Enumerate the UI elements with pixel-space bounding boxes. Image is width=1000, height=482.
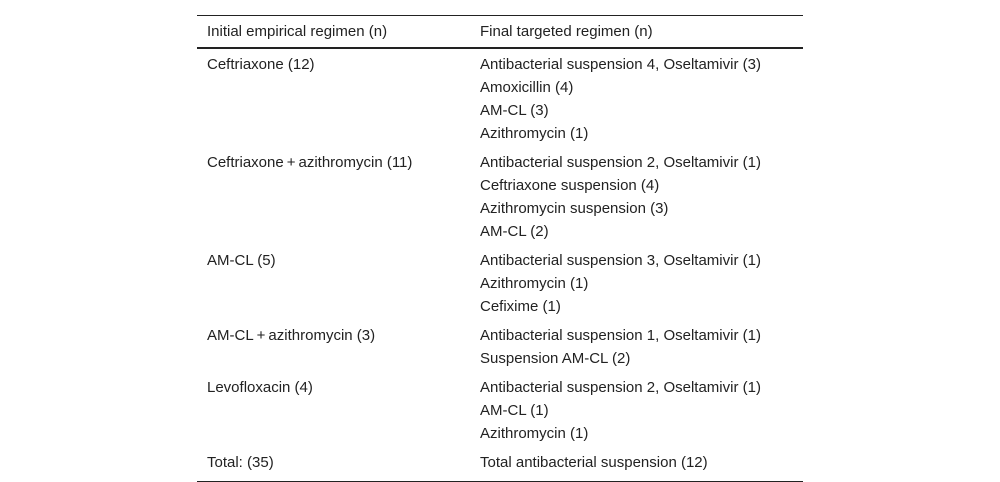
table-header — [197, 16, 803, 49]
final-regimen-item: Antibacterial suspension 2, Oseltamivir (1) — [480, 154, 761, 171]
final-regimen-cell — [470, 245, 803, 320]
table-row-total — [197, 447, 803, 482]
initial-regimen-text: AM-CL (5) — [207, 252, 276, 269]
final-regimen-item: Antibacterial suspension 4, Oseltamivir (3) — [480, 56, 761, 73]
total-initial-text: Total: (35) — [207, 454, 274, 471]
header-row — [197, 16, 803, 49]
final-regimen-item: Azithromycin suspension (3) — [480, 200, 669, 217]
table-row — [197, 372, 803, 447]
final-regimen-cell — [470, 372, 803, 447]
final-regimen-item: Azithromycin (1) — [480, 425, 589, 442]
table-row — [197, 48, 803, 147]
final-regimen-item: Azithromycin (1) — [480, 275, 589, 292]
table-body — [197, 48, 803, 482]
final-regimen-cell — [470, 48, 803, 147]
regimen-table-container — [197, 15, 803, 482]
total-final-cell — [470, 447, 803, 482]
final-regimen-item: AM-CL (1) — [480, 402, 549, 419]
initial-regimen-cell — [197, 48, 470, 147]
total-initial-cell — [197, 447, 470, 482]
final-regimen-item: Antibacterial suspension 3, Oseltamivir (1) — [480, 252, 761, 269]
final-regimen-item: Antibacterial suspension 2, Oseltamivir (1) — [480, 379, 761, 396]
header-initial-regimen: Initial empirical regimen (n) — [197, 16, 470, 49]
final-regimen-item: Antibacterial suspension 1, Oseltamivir (1) — [480, 327, 761, 344]
table-row — [197, 245, 803, 320]
final-regimen-item: Azithromycin (1) — [480, 125, 589, 142]
initial-regimen-text: AM-CL + azithromycin (3) — [207, 327, 376, 344]
final-regimen-item: Cefixime (1) — [480, 298, 561, 315]
final-regimen-cell — [470, 147, 803, 245]
final-regimen-cell — [470, 320, 803, 372]
table-row — [197, 147, 803, 245]
initial-regimen-cell — [197, 320, 470, 372]
table-row — [197, 320, 803, 372]
regimen-table — [197, 15, 803, 482]
initial-regimen-text: Levofloxacin (4) — [207, 379, 313, 396]
final-regimen-item: Amoxicillin (4) — [480, 79, 574, 96]
final-regimen-item: AM-CL (3) — [480, 102, 549, 119]
initial-regimen-cell — [197, 245, 470, 320]
initial-regimen-text: Ceftriaxone (12) — [207, 56, 315, 73]
total-final-text: Total antibacterial suspension (12) — [480, 454, 708, 471]
final-regimen-item: Suspension AM-CL (2) — [480, 350, 631, 367]
header-final-regimen: Final targeted regimen (n) — [470, 16, 803, 49]
initial-regimen-cell — [197, 372, 470, 447]
final-regimen-item: AM-CL (2) — [480, 223, 549, 240]
initial-regimen-cell — [197, 147, 470, 245]
final-regimen-item: Ceftriaxone suspension (4) — [480, 177, 660, 194]
initial-regimen-text: Ceftriaxone + azithromycin (11) — [207, 154, 413, 171]
